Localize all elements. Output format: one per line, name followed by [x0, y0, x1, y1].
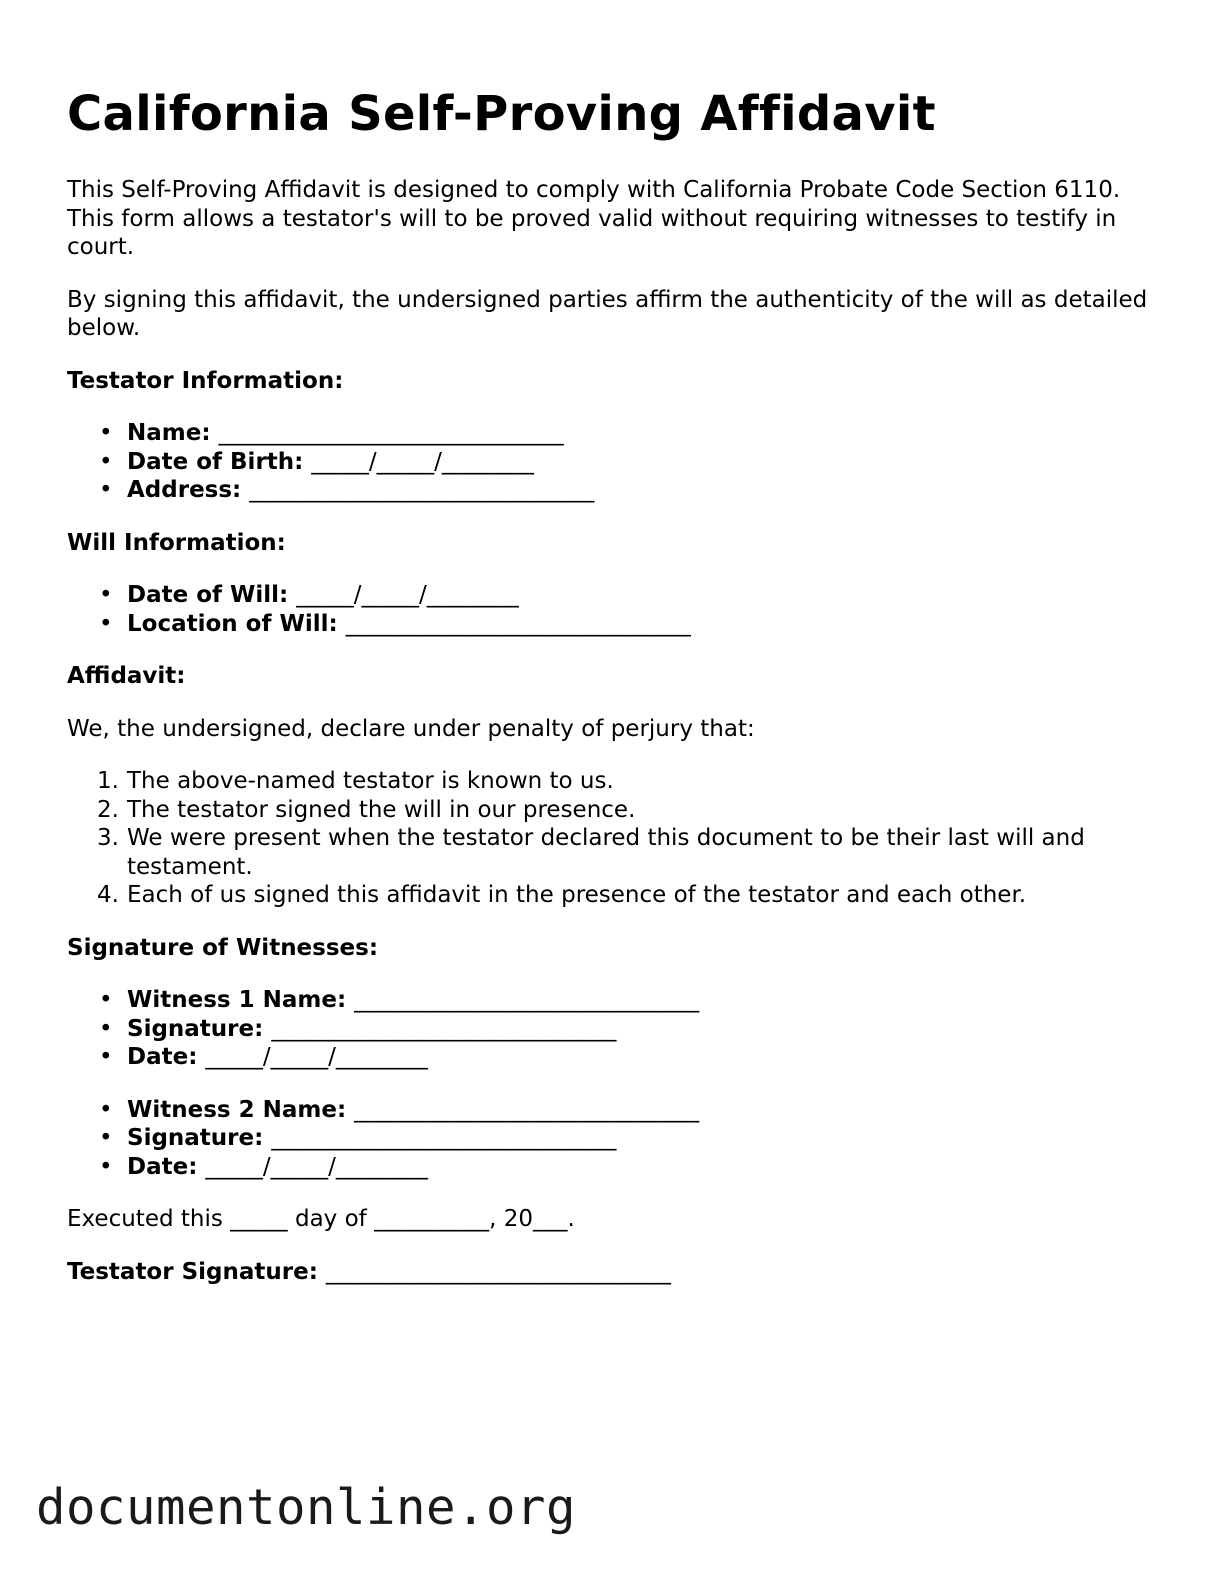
- declaration-item: [67, 796, 1157, 825]
- declaration-item-number: 3.: [97, 825, 119, 851]
- witness-2-signature-label: Signature:: [127, 1125, 264, 1151]
- will-date-label: Date of Will:: [127, 582, 289, 608]
- document-title: California Self-Proving Affidavit: [67, 86, 936, 142]
- witness-2-fields: [67, 1096, 1157, 1182]
- affidavit-document: [67, 82, 1157, 1286]
- affidavit-declaration-list: [67, 767, 1157, 910]
- declaration-item-number: 2.: [97, 796, 119, 823]
- witness-2-signature-blank[interactable]: ______________________________: [271, 1125, 617, 1151]
- witness-1-name-label: Witness 1 Name:: [127, 987, 347, 1013]
- testator-info-heading: Testator Information:: [67, 367, 344, 394]
- declaration-item-number: 1.: [97, 768, 119, 794]
- declaration-item-text: We were present when the testator declared this document to be their last will and testament.: [127, 825, 1085, 880]
- witness-1-fields: [67, 986, 1157, 1072]
- testator-info-fields: [67, 419, 1157, 505]
- witness-2-date-blank[interactable]: _____/_____/________: [205, 1153, 428, 1180]
- declaration-item-text: The above-named testator is known to us.: [127, 768, 614, 794]
- witness-1-signature-field[interactable]: [67, 1015, 1157, 1044]
- intro-paragraph-affirmation: By signing this affidavit, the undersigned parties affirm the authenticity of the will as detailed below.: [67, 286, 1148, 341]
- testator-dob-blank[interactable]: _____/_____/________: [311, 448, 534, 475]
- testator-name-label: Name:: [127, 420, 211, 446]
- declaration-item: [67, 881, 1157, 910]
- witness-1-name-blank[interactable]: ______________________________: [354, 987, 700, 1013]
- affidavit-declaration: We, the undersigned, declare under penalty of perjury that:: [67, 715, 755, 742]
- witness-1-name-field[interactable]: [67, 986, 1157, 1015]
- witness-1-signature-label: Signature:: [127, 1015, 264, 1042]
- witness-2-name-field[interactable]: [67, 1096, 1157, 1125]
- witness-1-date-field[interactable]: [67, 1043, 1157, 1072]
- testator-address-field[interactable]: [67, 476, 1157, 505]
- declaration-item-text: Each of us signed this affidavit in the presence of the testator and each other.: [127, 882, 1027, 908]
- witness-2-date-field[interactable]: [67, 1153, 1157, 1182]
- witness-1-date-blank[interactable]: _____/_____/________: [205, 1044, 428, 1070]
- declaration-item-number: 4.: [97, 882, 119, 908]
- witness-2-date-label: Date:: [127, 1153, 198, 1180]
- testator-signature-blank[interactable]: ______________________________: [325, 1258, 671, 1285]
- declaration-item: [67, 767, 1157, 796]
- testator-name-field[interactable]: [67, 419, 1157, 448]
- will-location-label: Location of Will:: [127, 610, 338, 637]
- witness-2-name-label: Witness 2 Name:: [127, 1096, 347, 1123]
- will-location-blank[interactable]: ______________________________: [345, 610, 691, 637]
- will-info-fields: [67, 581, 1157, 638]
- will-date-field[interactable]: [67, 581, 1157, 610]
- site-watermark: documentonline.org: [36, 1479, 577, 1536]
- affidavit-heading: Affidavit:: [67, 663, 186, 689]
- testator-dob-label: Date of Birth:: [127, 448, 304, 475]
- testator-name-blank[interactable]: ______________________________: [218, 420, 564, 446]
- witness-1-date-label: Date:: [127, 1044, 198, 1070]
- executed-line[interactable]: Executed this _____ day of __________, 20___.: [67, 1206, 575, 1232]
- testator-signature-field[interactable]: [67, 1258, 1157, 1287]
- will-date-blank[interactable]: _____/_____/________: [296, 582, 519, 608]
- testator-signature-label: Testator Signature:: [67, 1258, 318, 1285]
- witnesses-heading: Signature of Witnesses:: [67, 934, 379, 961]
- witness-1-signature-blank[interactable]: ______________________________: [271, 1015, 617, 1042]
- intro-paragraph: This Self-Proving Affidavit is designed to comply with California Probate Code Section 6110. This form allows a testator's will to be proved valid without requiring witnesses to testify in court.: [67, 177, 1121, 260]
- declaration-item-text: The testator signed the will in our presence.: [127, 796, 636, 823]
- declaration-item: [67, 824, 1157, 881]
- will-location-field[interactable]: [67, 610, 1157, 639]
- testator-dob-field[interactable]: [67, 448, 1157, 477]
- witness-2-signature-field[interactable]: [67, 1124, 1157, 1153]
- will-info-heading: Will Information:: [67, 529, 286, 556]
- testator-address-blank[interactable]: ______________________________: [249, 477, 595, 503]
- witness-2-name-blank[interactable]: ______________________________: [354, 1096, 700, 1123]
- testator-address-label: Address:: [127, 477, 242, 503]
